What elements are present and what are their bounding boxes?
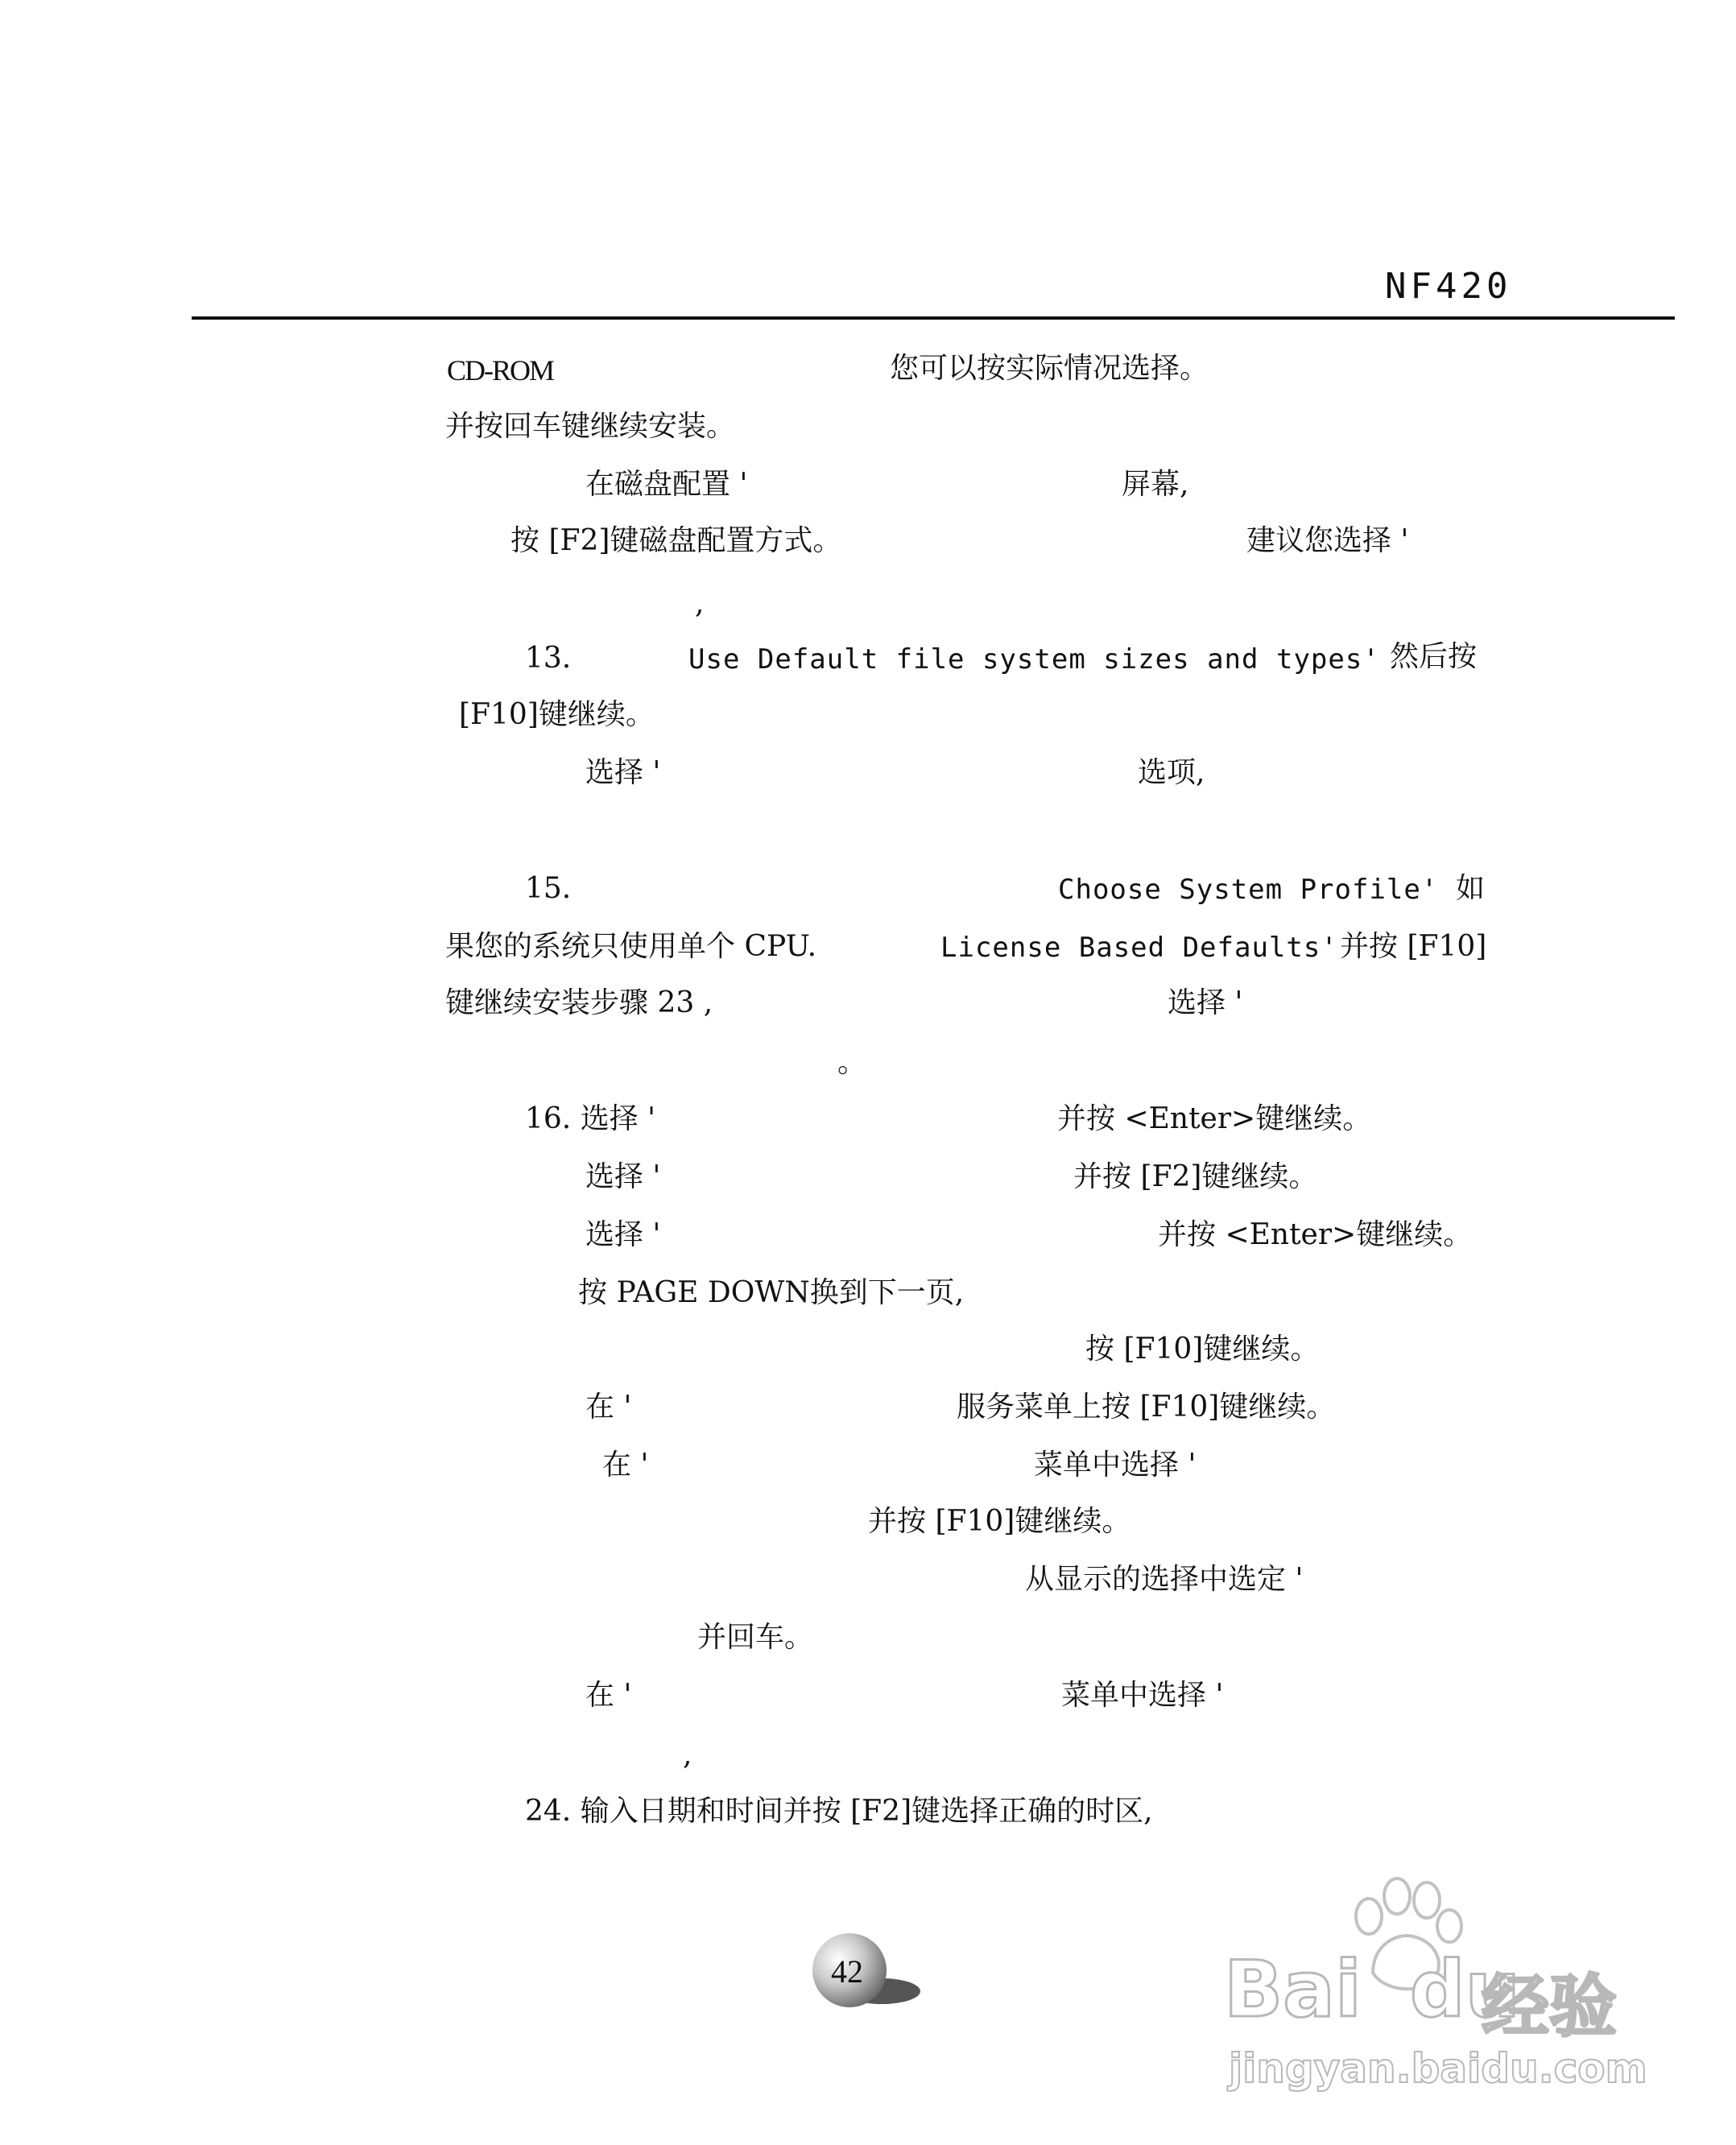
- text-line: Use Default file system sizes and types': [688, 643, 1380, 676]
- text-line: 服务菜单上按 [F10]键继续。: [957, 1391, 1336, 1424]
- text-line: CD-ROM: [447, 354, 554, 386]
- watermark-suffix: 经验: [1482, 1967, 1618, 2046]
- text-line: 并回车。: [697, 1621, 814, 1654]
- text-line: 并按 [F10]: [1340, 930, 1487, 963]
- text-line: 并按 <Enter>键继续。: [1057, 1102, 1372, 1135]
- watermark-url: jingyan.baidu.com: [1229, 2045, 1647, 2092]
- text-line: 按 PAGE DOWN换到下一页,: [578, 1276, 965, 1309]
- text-line: 在 ': [585, 1391, 632, 1424]
- text-line: 并按 [F2]键继续。: [1073, 1160, 1318, 1193]
- text-line: 在 ': [585, 1679, 632, 1712]
- text-line: 选择 ': [1168, 986, 1243, 1019]
- text-line: 13.: [525, 642, 572, 675]
- text-line: 您可以按实际情况选择。: [890, 352, 1209, 385]
- text-line: 键继续安装步骤 23 ,: [445, 986, 713, 1019]
- text-line: 果您的系统只使用单个 CPU.: [445, 930, 817, 963]
- text-line: 如: [1456, 872, 1486, 905]
- text-line: [F10]键继续。: [459, 698, 655, 731]
- text-line: 屏幕,: [1122, 468, 1189, 501]
- text-line: 选择 ': [585, 1218, 661, 1251]
- header-rule: [192, 316, 1675, 320]
- text-line: ,: [683, 1738, 692, 1771]
- text-line: 然后按: [1390, 640, 1478, 673]
- text-line: 并按 [F10]键继续。: [868, 1505, 1131, 1538]
- text-line: 从显示的选择中选定 ': [1025, 1563, 1304, 1596]
- text-line: 。: [837, 1046, 867, 1079]
- text-line: License Based Defaults': [940, 932, 1338, 964]
- text-line: 选项,: [1138, 756, 1205, 789]
- text-line: 按 [F2]键磁盘配置方式。: [510, 524, 842, 557]
- text-line: 16. 选择 ': [525, 1102, 656, 1135]
- text-line: 并按回车键继续安装。: [445, 410, 736, 443]
- text-line: 建议您选择 ': [1246, 524, 1409, 557]
- text-line: 在磁盘配置 ': [585, 468, 748, 501]
- text-line: 24. 输入日期和时间并按 [F2]键选择正确的时区,: [525, 1795, 1153, 1828]
- text-line: 在 ': [602, 1449, 649, 1482]
- text-line: 并按 <Enter>键继续。: [1158, 1218, 1473, 1251]
- text-line: 菜单中选择 ': [1034, 1449, 1197, 1482]
- text-line: ,: [695, 587, 705, 620]
- baidu-watermark: [1224, 1868, 1647, 2110]
- text-line: 选择 ': [585, 1160, 661, 1193]
- text-line: Choose System Profile': [1058, 874, 1439, 906]
- text-line: 15.: [525, 872, 572, 905]
- text-line: 按 [F10]键继续。: [1085, 1333, 1320, 1366]
- header-model: NF420: [1385, 266, 1512, 307]
- text-line: 菜单中选择 ': [1061, 1679, 1224, 1712]
- watermark-brand: Bai du: [1224, 1945, 1520, 2035]
- page-number: 42: [831, 1953, 863, 1990]
- text-line: 选择 ': [585, 756, 661, 789]
